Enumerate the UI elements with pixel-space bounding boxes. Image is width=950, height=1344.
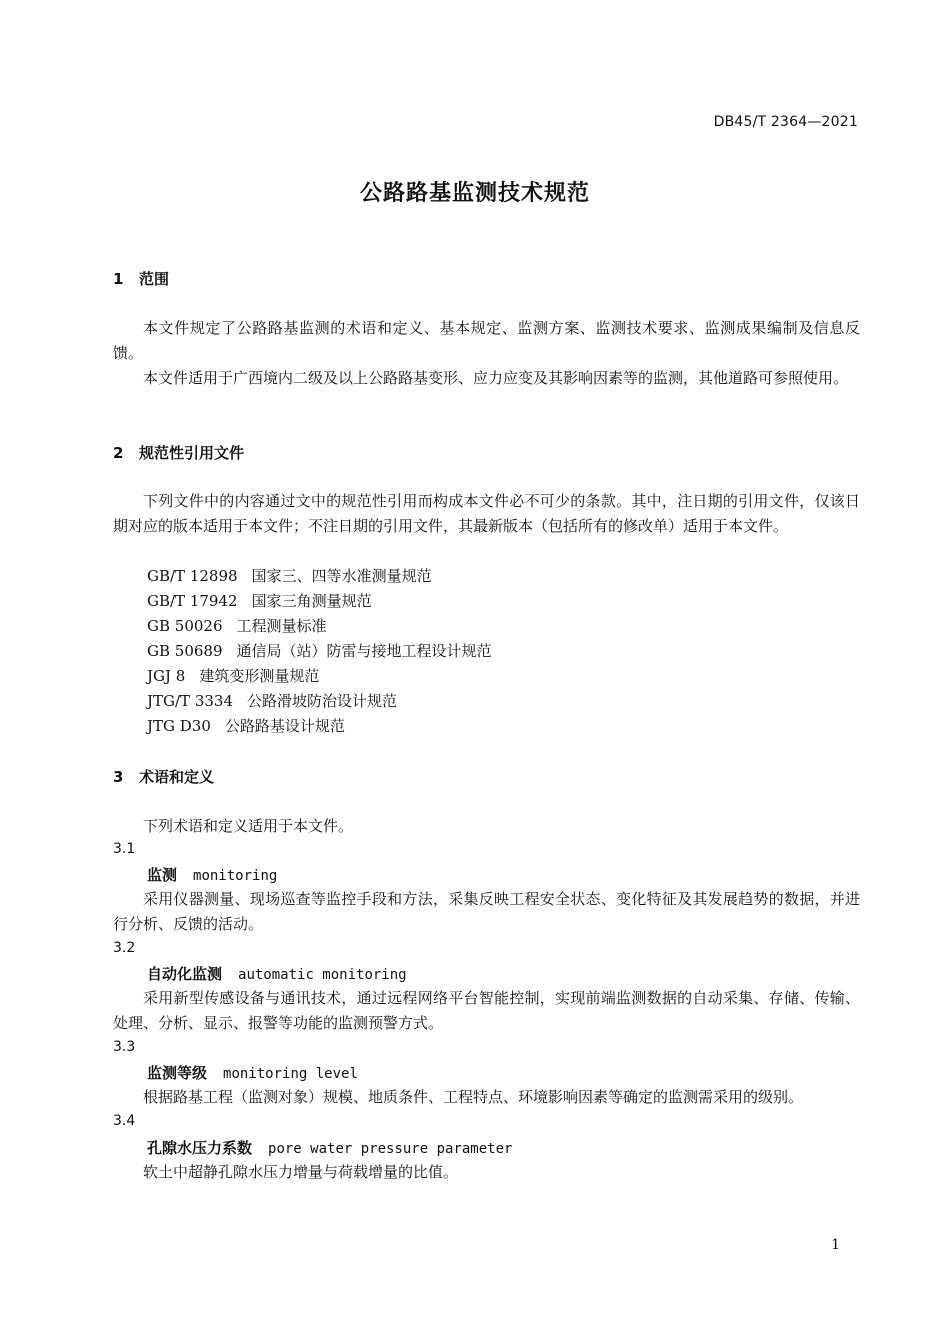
- term-cn: 自动化监测: [147, 965, 223, 983]
- ref-code: JTG/T 3334: [147, 692, 234, 710]
- term-definition: 采用仪器测量、现场巡查等监控手段和方法，采集反映工程安全状态、变化特征及其发展趋势的数据，并进行分析、反馈的活动。: [113, 890, 860, 933]
- term-name: [147, 1062, 358, 1083]
- term-name: [147, 864, 277, 885]
- term-number: 3.4: [113, 1113, 136, 1129]
- list-item: [147, 564, 492, 589]
- list-item: [147, 589, 492, 614]
- ref-code: GB 50026: [147, 617, 223, 635]
- term-cn: 孔隙水压力系数: [147, 1139, 253, 1157]
- list-item: [147, 689, 492, 714]
- ref-name: 公路路基设计规范: [224, 717, 345, 735]
- term-en: automatic monitoring: [238, 967, 407, 983]
- term-name: [147, 963, 407, 984]
- ref-name: 建筑变形测量规范: [199, 667, 320, 685]
- term-definition: 采用新型传感设备与通讯技术，通过远程网络平台智能控制，实现前端监测数据的自动采集、存储、传输、处理、分析、显示、报警等功能的监测预警方式。: [113, 989, 860, 1032]
- section-title: 术语和定义: [139, 768, 215, 786]
- ref-name: 公路滑坡防治设计规范: [247, 692, 398, 710]
- section-1-paragraph-2: 本文件适用于广西境内二级及以上公路路基变形、应力应变及其影响因素等的监测，其他道路可参照使用。: [143, 369, 849, 387]
- term-cn: 监测: [147, 866, 178, 884]
- term-name: [147, 1137, 512, 1158]
- ref-code: GB/T 17942: [147, 592, 238, 610]
- list-item: [147, 639, 492, 664]
- term-number: 3.2: [113, 940, 136, 956]
- ref-name: 工程测量标准: [236, 617, 327, 635]
- term-definition: 根据路基工程（监测对象）规模、地质条件、工程特点、环境影响因素等确定的监测需采用的级别。: [143, 1088, 804, 1106]
- ref-name: 国家三、四等水准测量规范: [251, 567, 432, 585]
- section-1-paragraph-1: 本文件规定了公路路基监测的术语和定义、基本规定、监测方案、监测技术要求、监测成果编制及信息反馈。: [113, 319, 860, 362]
- page-title: 公路路基监测技术规范: [359, 181, 590, 206]
- section-number: 2: [113, 444, 124, 462]
- section-1-heading: [113, 268, 169, 289]
- ref-name: 通信局（站）防雷与接地工程设计规范: [236, 642, 492, 660]
- term-number: 3.1: [113, 841, 136, 857]
- term-en: pore water pressure parameter: [268, 1141, 513, 1157]
- section-title: 范围: [139, 270, 170, 288]
- section-title: 规范性引用文件: [139, 444, 245, 462]
- section-3-heading: [113, 766, 214, 787]
- term-en: monitoring level: [223, 1066, 358, 1082]
- term-number: 3.3: [113, 1039, 136, 1055]
- term-cn: 监测等级: [147, 1064, 208, 1082]
- reference-list: [147, 564, 492, 739]
- ref-code: JGJ 8: [147, 667, 186, 685]
- section-2-heading: [113, 442, 244, 463]
- term-definition: 软土中超静孔隙水压力增量与荷载增量的比值。: [143, 1163, 459, 1181]
- list-item: [147, 714, 492, 739]
- ref-code: GB/T 12898: [147, 567, 238, 585]
- section-3-intro: 下列术语和定义适用于本文件。: [143, 817, 354, 835]
- section-number: 1: [113, 270, 124, 288]
- ref-code: GB 50689: [147, 642, 223, 660]
- section-number: 3: [113, 768, 124, 786]
- term-en: monitoring: [193, 868, 278, 884]
- page-number: 1: [831, 1237, 840, 1253]
- ref-name: 国家三角测量规范: [251, 592, 372, 610]
- section-2-intro: 下列文件中的内容通过文中的规范性引用而构成本文件必不可少的条款。其中，注日期的引用文件，仅该日期对应的版本适用于本文件；不注日期的引用文件，其最新版本（包括所有的修改单）适用于本文件。: [113, 492, 860, 535]
- list-item: [147, 664, 492, 689]
- list-item: [147, 614, 492, 639]
- document-code: DB45/T 2364—2021: [713, 114, 858, 130]
- ref-code: JTG D30: [147, 717, 211, 735]
